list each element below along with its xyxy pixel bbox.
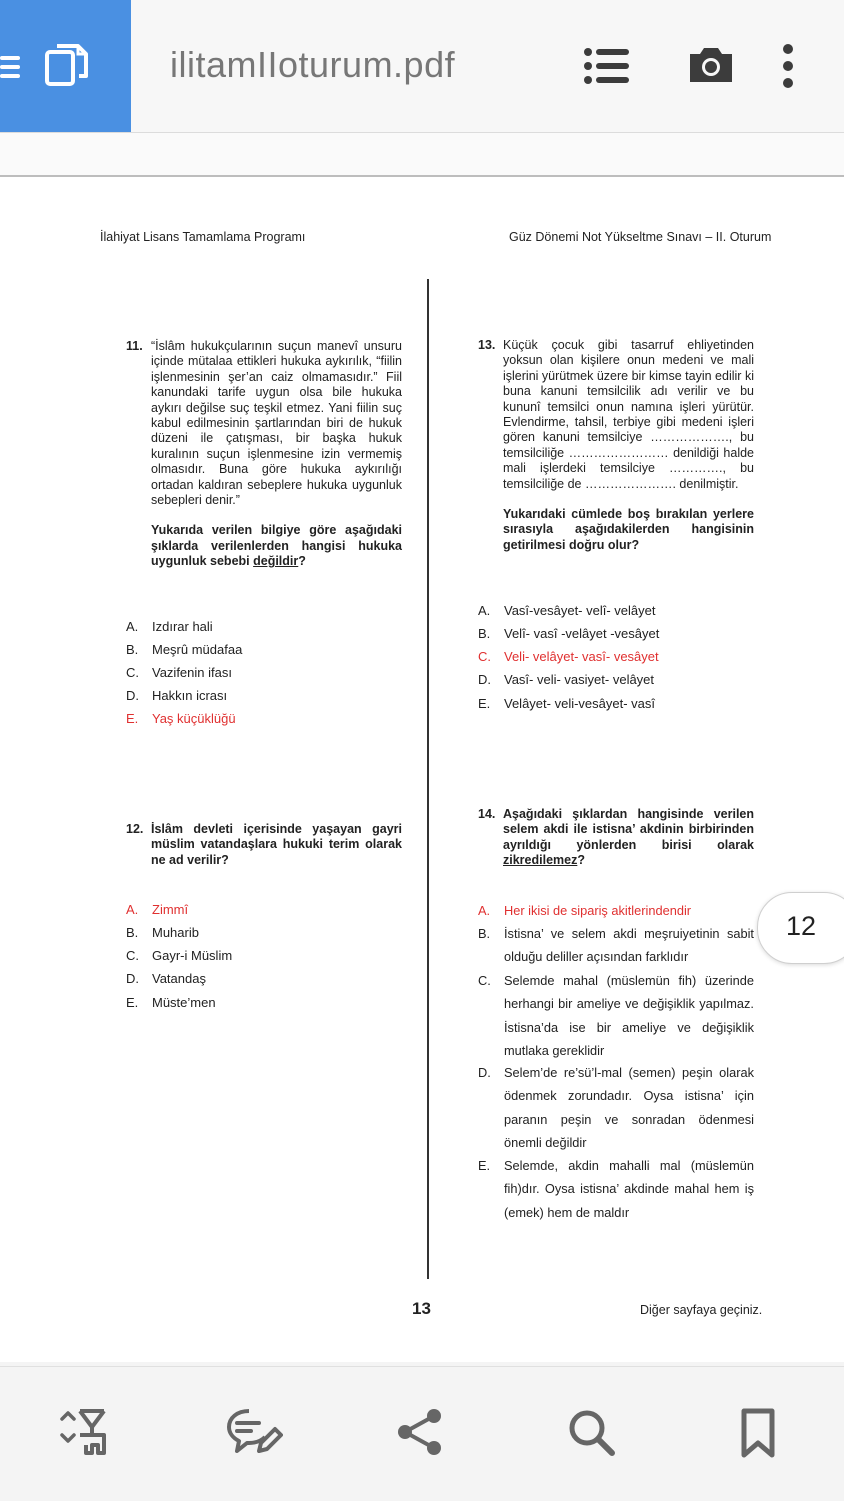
option-letter: D. <box>478 672 491 687</box>
q12-option-c[interactable] <box>126 948 232 963</box>
question-stem: Yukarıdaki cümlede boş bırakılan yerlere sırasıyla aşağıdakilerden hangisinin getirilmesi doğru olur? <box>503 507 754 552</box>
option-text: Vasî- veli- vasiyet- velâyet <box>504 672 655 687</box>
option-letter: E. <box>126 995 139 1010</box>
bottom-toolbar <box>0 1366 844 1501</box>
footer-next-page: Diğer sayfaya geçiniz. <box>640 1303 763 1317</box>
annotate-icon[interactable] <box>225 1407 283 1457</box>
top-toolbar <box>0 0 844 133</box>
q13-option-d[interactable] <box>478 672 654 687</box>
option-text: Vasî-vesâyet- velî- velâyet <box>504 603 656 618</box>
menu-icon[interactable] <box>0 56 20 83</box>
header-left: İlahiyat Lisans Tamamlama Programı <box>100 230 306 244</box>
question-text: “İslâm hukukçularının suçun manevî unsuru içinde mütalaa ettikleri hukuka aykırılık, “fiilin işlenmesinin şer’an caiz olmamasıdır.” Fiil kanundaki tarife uygun olsa bile hukuka aykırı değilse suç teşkil etmez. Yani fiilin suç kabul edilmesinin şartlarından biri de hukuk düzeni ile çatışması, bir başka hukuk kuralının suçun işlenmesine izin vermemiş olmasıdır. Buna göre hukuka aykırılığı ortadan kaldıran sebeplere hukuka uygunluk sebepleri denir.” <box>151 339 402 508</box>
q12-option-d[interactable] <box>126 971 206 986</box>
option-letter: A. <box>478 903 491 918</box>
pdf-page[interactable] <box>0 177 844 1362</box>
option-text: Vazifenin ifası <box>152 665 232 680</box>
list-icon[interactable] <box>584 44 630 88</box>
option-text: Selemde, akdin mahalli mal (müslemün fih)dır. Oysa istisna’ akdinde mahal hem iş (emek) hem de maldır <box>504 1158 754 1220</box>
option-letter: A. <box>478 603 491 618</box>
option-letter: A. <box>126 902 139 917</box>
q13-option-c-answer[interactable] <box>478 649 659 664</box>
question-text: Küçük çocuk gibi tasarruf ehliyetinden yoksun olan kişilere onun medeni ve mali işlerini yürütmek üzere bir kimse tayin edilir ki buna kanuni temsilcilik adı verilir ve bu kununî temsilci onun namına işleri yürütür. Evlendirme, tahsil, terbiye gibi medeni işleri gören kanuni temsilciye ………………., bu temsilciliğe …………………… denildiği halde mali işlerdeki temsilciye …………., bu temsilciliğe de …………………. denilmiştir. <box>503 338 754 491</box>
stem-end: ? <box>577 853 585 868</box>
option-text: Velâyet- veli-vesâyet- vasî <box>504 696 656 711</box>
question-11 <box>126 339 402 570</box>
option-text: Her ikisi de sipariş akitlerindendir <box>504 903 692 918</box>
option-letter: E. <box>126 711 139 726</box>
viewer-gap <box>0 133 844 177</box>
current-page-badge[interactable] <box>757 892 844 964</box>
option-text: Veli- velâyet- vasî- vesâyet <box>504 649 659 664</box>
document-menu-tab[interactable] <box>0 0 131 132</box>
q11-option-e-answer[interactable] <box>126 711 236 726</box>
option-letter: E. <box>478 696 491 711</box>
stem-underlined: değildir <box>253 554 299 569</box>
q12-option-e[interactable] <box>126 995 216 1010</box>
current-page-number: 12 <box>786 911 817 941</box>
option-text: Velî- vasî -velâyet -vesâyet <box>504 626 660 641</box>
option-letter: C. <box>126 665 139 680</box>
document-title: ilitamIIoturum.pdf <box>170 44 456 85</box>
q14-option-e[interactable] <box>478 1154 754 1224</box>
stem-end: ? <box>298 554 306 569</box>
q13-option-b[interactable] <box>478 626 659 641</box>
question-stem <box>503 807 754 869</box>
q12-option-b[interactable] <box>126 925 199 940</box>
page-number: 13 <box>412 1299 431 1318</box>
q11-option-a[interactable] <box>126 619 213 634</box>
q14-option-b[interactable] <box>478 922 754 969</box>
stem-underlined: zikredilemez <box>503 853 578 868</box>
option-letter: B. <box>126 925 139 940</box>
option-text: Muharib <box>152 925 199 940</box>
option-text: Hakkın icrası <box>152 688 228 703</box>
option-letter: B. <box>126 642 139 657</box>
q14-option-a-answer[interactable] <box>478 903 691 918</box>
q12-option-a-answer[interactable] <box>126 902 188 917</box>
option-text: İstisna’ ve selem akdi meşruiyetinin sabit olduğu deliller açısından farklıdır <box>504 926 754 965</box>
question-12 <box>126 822 402 868</box>
scroll-mode-icon[interactable] <box>58 1407 108 1457</box>
option-letter: C. <box>478 973 491 988</box>
bookmark-icon[interactable] <box>740 1407 776 1459</box>
question-number: 12. <box>126 822 144 836</box>
option-letter: C. <box>126 948 139 963</box>
camera-icon[interactable] <box>688 44 734 84</box>
q14-option-d[interactable] <box>478 1061 754 1154</box>
option-letter: A. <box>126 619 139 634</box>
more-vertical-icon[interactable] <box>781 44 795 88</box>
stem-text: Aşağıdaki şıklardan hangisinde verilen selem akdi ile istisna’ akdinin birbirinden ayrıldığı yönlerden birisi olarak <box>503 807 754 852</box>
question-14 <box>478 807 754 869</box>
question-stem: İslâm devleti içerisinde yaşayan gayri müslim vatandaşlara hukuki terim olarak ne ad verilir? <box>151 822 402 867</box>
option-text: Selem’de re’sü’l-mal (semen) peşin olarak ödenmek zorundadır. Oysa istisna’ için paranın peşin ve sonradan ödenmesi önemli değildir <box>504 1065 754 1150</box>
option-letter: E. <box>478 1158 491 1173</box>
option-text: Izdırar hali <box>152 619 213 634</box>
option-text: Yaş küçüklüğü <box>152 711 236 726</box>
option-text: Meşrû müdafaa <box>152 642 243 657</box>
q14-option-c[interactable] <box>478 969 754 1062</box>
question-number: 14. <box>478 807 496 821</box>
option-text: Selemde mahal (müslemün fih) üzerinde herhangi bir ameliye ve değişiklik yapılmaz. İstisna’da ise bir ameliye ve değişiklik mutlaka gereklidir <box>504 973 754 1058</box>
option-text: Müste’men <box>152 995 216 1010</box>
question-number: 11. <box>126 339 143 353</box>
q13-option-e[interactable] <box>478 696 655 711</box>
q13-option-a[interactable] <box>478 603 655 618</box>
option-letter: B. <box>478 926 491 941</box>
stem-text: Yukarıda verilen bilgiye göre aşağıdaki şıklarda verilenlerden hangisi hukuka uygunluk sebebi <box>151 523 402 569</box>
q11-option-d[interactable] <box>126 688 227 703</box>
document-copy-icon[interactable] <box>44 42 90 88</box>
option-letter: D. <box>478 1065 491 1080</box>
question-stem <box>151 523 402 569</box>
option-text: Gayr-i Müslim <box>152 948 233 963</box>
search-icon[interactable] <box>566 1407 616 1457</box>
question-number: 13. <box>478 338 496 352</box>
option-text: Zimmî <box>152 902 189 917</box>
option-text: Vatandaş <box>152 971 206 986</box>
option-letter: C. <box>478 649 491 664</box>
option-letter: B. <box>478 626 491 641</box>
header-right: Güz Dönemi Not Yükseltme Sınavı – II. Oturum <box>509 230 772 244</box>
question-13 <box>478 338 754 553</box>
share-icon[interactable] <box>396 1407 444 1457</box>
q11-option-c[interactable] <box>126 665 232 680</box>
option-letter: D. <box>126 688 139 703</box>
option-letter: D. <box>126 971 139 986</box>
q11-option-b[interactable] <box>126 642 242 657</box>
column-divider <box>427 279 429 1279</box>
